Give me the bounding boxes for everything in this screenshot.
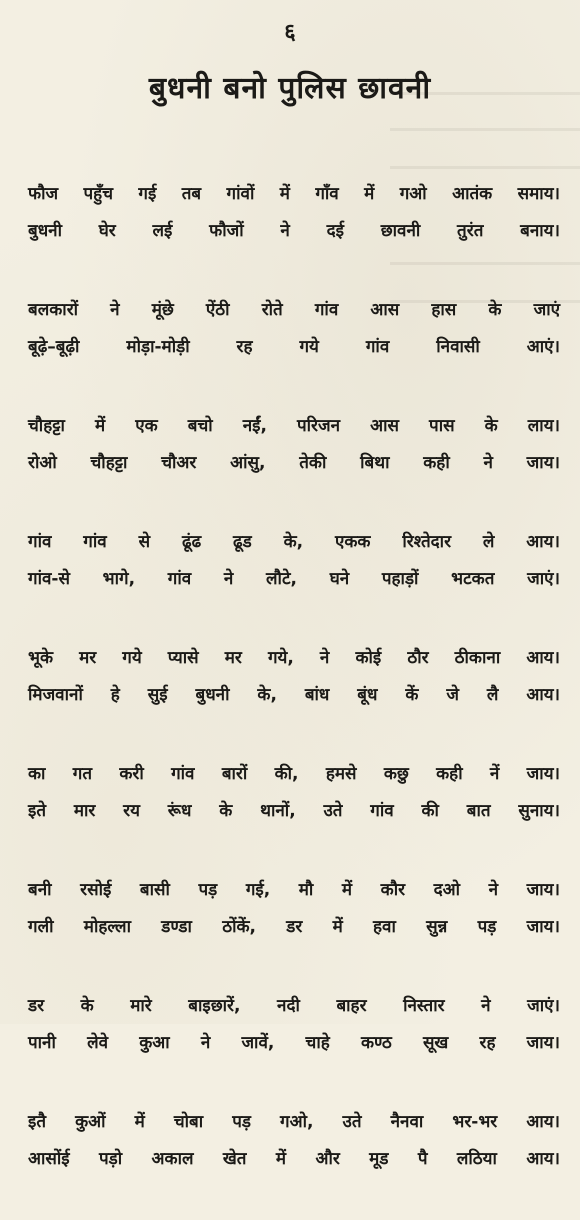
verse-line: भूके मर गये प्यासे मर गये, ने कोई ठौर ठीकाना आय। (28, 648, 560, 668)
verse-line: गांव गांव से ढूंढ ढूड के, एकक रिश्तेदार ले आय। (28, 532, 560, 552)
stanza (28, 872, 560, 946)
stanza (28, 524, 560, 598)
page-number: ६ (284, 20, 296, 45)
stanza (28, 988, 560, 1062)
verse-line: बूढ़े–बूढ़ी मोड़ा-मोड़ी रह गये गांव निवासी आएं। (28, 337, 560, 357)
verse-line: का गत करी गांव बारों की, हमसे कछु कही नें जाय। (28, 764, 560, 784)
verse-line: आसोंई पड़ो अकाल खेत में और मूड पै लठिया आय। (28, 1149, 560, 1169)
show-through-line (390, 166, 580, 169)
verse-line: डर के मारे बाइछारें, नदी बाहर निस्तार ने जाएं। (28, 996, 560, 1016)
verse-line: बनी रसोई बासी पड़ गई, मौ में कौर दओ ने जाय। (28, 880, 560, 900)
stanza (28, 176, 560, 250)
stanza (28, 292, 560, 366)
show-through-line (390, 128, 580, 131)
verse-line: इतै कुओं में चोबा पड़ गओ, उते नैनवा भर-भर आय। (28, 1112, 560, 1132)
verse-line: बलकारों ने मूंछे ऐंठी रोते गांव आस हास के जाएं (28, 300, 560, 320)
verse-line: गांव-से भागे, गांव ने लौटे, घने पहाड़ों भटकत जाएं। (28, 569, 560, 589)
verse-line: चौहट्टा में एक बचो नईं, परिजन आस पास के लाय। (28, 416, 560, 436)
verse-line: फौज पहुँच गई तब गांवों में गाँव में गओ आतंक समाय। (28, 184, 560, 204)
stanza (28, 408, 560, 482)
poem-body (28, 176, 560, 1220)
stanza (28, 640, 560, 714)
verse-line: इते मार रय रूंध के थानों, उते गांव की बात सुनाय। (28, 801, 560, 821)
stanza (28, 1104, 560, 1178)
page-title: बुधनी बनो पुलिस छावनी (148, 71, 432, 106)
verse-line: गली मोहल्ला डण्डा ठोंकें, डर में हवा सुन्न पड़ जाय। (28, 917, 560, 937)
verse-line: पानी लेवे कुआ ने जावें, चाहे कण्ठ सूख रह जाय। (28, 1033, 560, 1053)
verse-line: मिजवानों हे सुई बुधनी के, बांध बूंध कें जे लै आय। (28, 685, 560, 705)
stanza (28, 756, 560, 830)
verse-line: बुधनी घेर लई फौजों ने दई छावनी तुरंत बनाय। (28, 221, 560, 241)
verse-line: रोओ चौहट्टा चौअर आंसु, तेकी बिथा कही ने जाय। (28, 453, 560, 473)
